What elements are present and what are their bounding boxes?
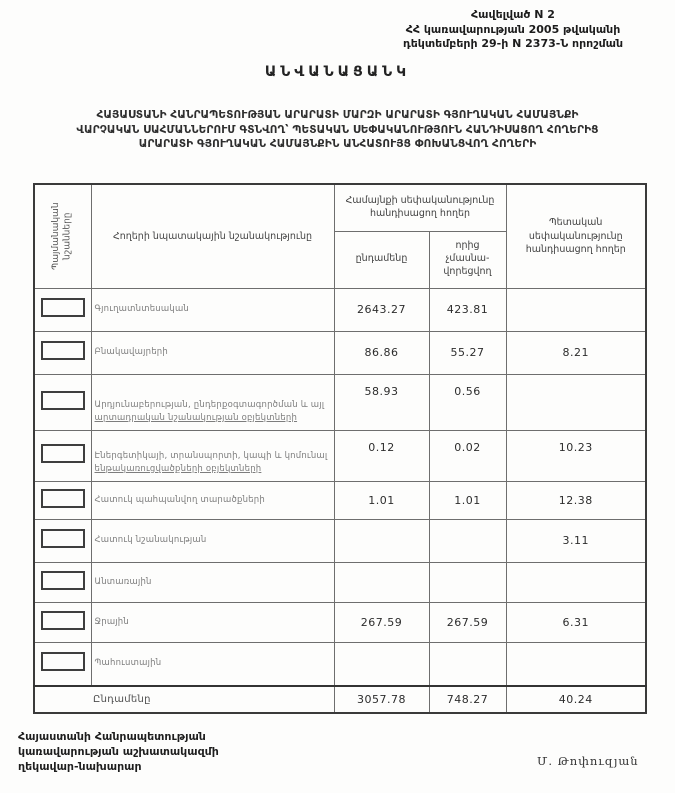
value-community-total: 1.01 — [334, 481, 429, 519]
signature-name: Մ. Թոփուզյան — [537, 754, 639, 768]
table-row-protected-areas — [34, 481, 646, 519]
column-header-total: ընդամենը — [334, 231, 429, 288]
signatory-line-3: ղեկավար-նախարար — [18, 760, 142, 774]
legend-cell — [34, 519, 91, 562]
annex-reference — [365, 8, 661, 52]
land-category-label — [91, 481, 334, 519]
table-row-industrial — [34, 374, 646, 430]
signatory-line-2: կառավարության աշխատակազմի — [18, 745, 219, 759]
value-of-which — [429, 642, 506, 686]
land-category-label — [91, 519, 334, 562]
legend-swatch — [41, 489, 85, 508]
legend-swatch — [41, 298, 85, 317]
land-transfer-table — [33, 183, 647, 714]
value-community-total: 2643.27 — [334, 288, 429, 331]
total-of-which: 748.27 — [429, 686, 506, 713]
conventional-signs-label: Պայմանական նշանները — [51, 202, 73, 271]
label-line-1: Անտառային — [94, 576, 152, 587]
value-state — [506, 288, 646, 331]
label-line-2: արտադրական նշանակության օբյեկտների — [94, 412, 298, 423]
subtitle-line-2: ՎԱՐՉԱԿԱՆ ՍԱՀՄԱՆՆԵՐՈՒՄ ԳՏՆՎՈՂ՝ ՊԵՏԱԿԱՆ ՍԵՓԱԿԱՆՈՒԹՅՈՒՆ ՀԱՆԴԻՍԱՑՈՂ ՀՈՂԵՐԻՑ — [76, 123, 599, 136]
value-state: 8.21 — [506, 331, 646, 374]
label-line-1: Արդյունաբերության, ընդերքօգտագործման և այլ — [94, 400, 325, 410]
total-state: 40.24 — [506, 686, 646, 713]
value-of-which: 0.02 — [429, 430, 506, 481]
value-state: 3.11 — [506, 519, 646, 562]
value-state: 10.23 — [506, 430, 646, 481]
table-header-row-1 — [34, 184, 646, 231]
legend-swatch — [41, 652, 85, 671]
value-community-total — [334, 519, 429, 562]
label-line-1: Գյուղատնտեսական — [94, 304, 190, 315]
value-state — [506, 642, 646, 686]
value-community-total: 267.59 — [334, 602, 429, 642]
table-row-energy-transport — [34, 430, 646, 481]
table-total-row — [34, 686, 646, 713]
total-label: Ընդամենը — [34, 686, 334, 713]
label-line-1: Բնակավայրերի — [94, 347, 168, 358]
legend-swatch — [41, 611, 85, 630]
table-row-settlements — [34, 331, 646, 374]
label-line-2: ենթակառուցվածքների օբյեկտների — [94, 463, 262, 474]
value-of-which: 267.59 — [429, 602, 506, 642]
table-row-special-purpose — [34, 519, 646, 562]
subtitle-line-1: ՀԱՅԱՍՏԱՆԻ ՀԱՆՐԱՊԵՏՈՒԹՅԱՆ ԱՐԱՐԱՏԻ ՄԱՐԶԻ ԱՐԱՐԱՏԻ ԳՅՈՒՂԱԿԱՆ ՀԱՄԱՅՆՔԻ — [96, 109, 579, 121]
value-of-which — [429, 562, 506, 602]
legend-cell — [34, 331, 91, 374]
column-header-conventional-signs — [34, 184, 91, 288]
value-of-which: 0.56 — [429, 374, 506, 430]
footer-signatory-title — [18, 729, 219, 775]
legend-cell — [34, 602, 91, 642]
land-category-label — [91, 288, 334, 331]
subtitle-line-3: ԱՐԱՐԱՏԻ ԳՅՈՒՂԱԿԱՆ ՀԱՄԱՅՆՔԻՆ ԱՆՀԱՏՈՒՅՑ ՓՈԽԱՆՑՎՈՂ ՀՈՂԵՐԻ — [138, 138, 537, 151]
column-header-land-purpose: Հողերի նպատակային նշանակությունը — [91, 184, 334, 288]
value-state — [506, 562, 646, 602]
legend-cell — [34, 374, 91, 430]
table-row-reserve — [34, 642, 646, 686]
legend-swatch — [41, 391, 85, 410]
label-line-1: Պահուստային — [94, 658, 162, 669]
value-community-total: 0.12 — [334, 430, 429, 481]
table-row-water — [34, 602, 646, 642]
table-row-agricultural — [34, 288, 646, 331]
annex-number: Հավելված N 2 — [471, 8, 555, 21]
value-of-which: 1.01 — [429, 481, 506, 519]
land-category-label — [91, 562, 334, 602]
land-category-label — [91, 430, 334, 481]
legend-cell — [34, 642, 91, 686]
land-category-label — [91, 331, 334, 374]
land-category-label — [91, 642, 334, 686]
legend-swatch — [41, 444, 85, 463]
legend-swatch — [41, 529, 85, 548]
value-of-which: 55.27 — [429, 331, 506, 374]
label-line-1: Հատուկ նշանակության — [94, 535, 207, 546]
land-category-label — [91, 602, 334, 642]
value-state — [506, 374, 646, 430]
legend-cell — [34, 430, 91, 481]
label-line-1: Ջրային — [94, 616, 129, 627]
land-category-label — [91, 374, 334, 430]
label-line-1: Հատուկ պահպանվող տարածքների — [94, 494, 265, 505]
document-subtitle — [0, 108, 675, 152]
legend-swatch — [41, 571, 85, 590]
column-header-of-which: որից չմասնա-վորեցվող — [429, 231, 506, 288]
value-community-total: 58.93 — [334, 374, 429, 430]
gov-decision-line-2: դեկտեմբերի 29-ի N 2373-Ն որոշման — [402, 37, 624, 51]
value-of-which: 423.81 — [429, 288, 506, 331]
table-row-forest — [34, 562, 646, 602]
value-state: 12.38 — [506, 481, 646, 519]
document-title: ԱՆՎԱՆԱՑԱՆԿ — [264, 64, 411, 80]
value-community-total — [334, 642, 429, 686]
signatory-line-1: Հայաստանի Հանրապետության — [18, 730, 206, 743]
legend-cell — [34, 562, 91, 602]
value-state: 6.31 — [506, 602, 646, 642]
column-header-community-lands: Համայնքի սեփականությունը հանդիսացող հողեր — [334, 184, 506, 231]
value-of-which — [429, 519, 506, 562]
column-header-state-lands: Պետական սեփականությունը հանդիսացող հողեր — [506, 184, 646, 288]
value-community-total — [334, 562, 429, 602]
total-community: 3057.78 — [334, 686, 429, 713]
value-community-total: 86.86 — [334, 331, 429, 374]
legend-swatch — [41, 341, 85, 360]
legend-cell — [34, 481, 91, 519]
legend-cell — [34, 288, 91, 331]
gov-decision-line-1: ՀՀ կառավարության 2005 թվականի — [405, 22, 621, 36]
label-line-1: Էներգետիկայի, տրանսպորտի, կապի և կոմունալ — [94, 451, 328, 461]
